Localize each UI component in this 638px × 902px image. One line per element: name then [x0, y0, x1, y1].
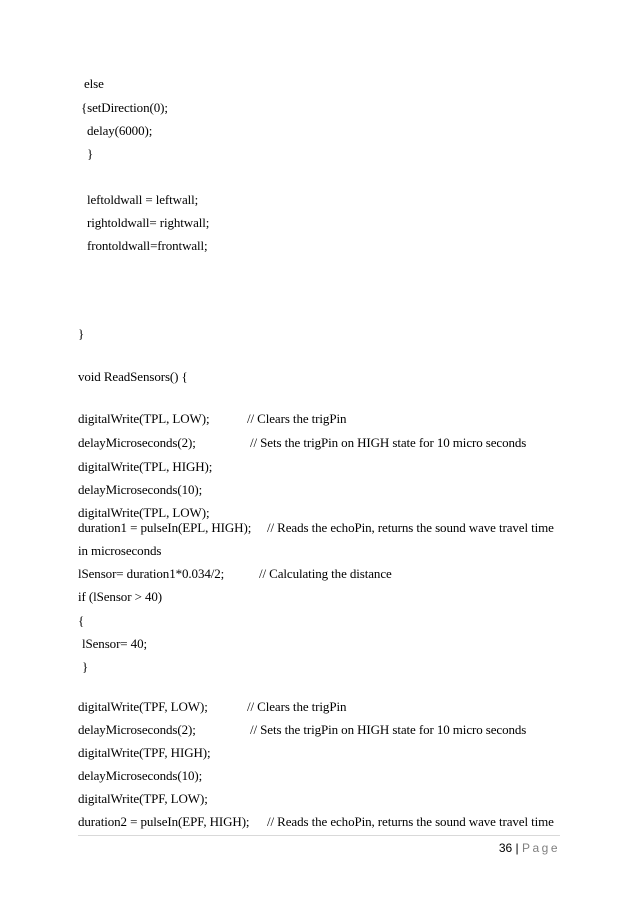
code-line: delay(6000); [87, 123, 153, 138]
code-line: } [87, 146, 94, 161]
code-line: frontoldwall=frontwall; [87, 238, 208, 253]
code-line: digitalWrite(TPF, HIGH); [78, 745, 211, 760]
code-line: in microseconds [78, 543, 162, 558]
code-comment: // Reads the echoPin, returns the sound wave travel time [267, 814, 554, 829]
page-number: 36 [498, 841, 513, 855]
code-line: delayMicroseconds(2); [78, 435, 196, 450]
footer-divider [78, 835, 560, 836]
code-comment: // Calculating the distance [259, 566, 392, 581]
code-line: } [78, 326, 85, 341]
code-line: lSensor= duration1*0.034/2; [78, 566, 225, 581]
code-line: delayMicroseconds(10); [78, 768, 203, 783]
code-line: delayMicroseconds(10); [78, 482, 203, 497]
code-line: rightoldwall= rightwall; [87, 215, 210, 230]
code-line: delayMicroseconds(2); [78, 722, 196, 737]
code-line: leftoldwall = leftwall; [87, 192, 199, 207]
code-comment: // Reads the echoPin, returns the sound wave travel time [267, 520, 554, 535]
code-line: digitalWrite(TPL, HIGH); [78, 459, 213, 474]
code-line: digitalWrite(TPF, LOW); [78, 791, 208, 806]
code-line: digitalWrite(TPF, LOW); [78, 699, 208, 714]
code-comment: // Clears the trigPin [247, 699, 347, 714]
footer-separator: | [512, 841, 522, 855]
code-comment: // Sets the trigPin on HIGH state for 10 micro seconds [250, 722, 527, 737]
code-line: { [78, 613, 85, 628]
code-comment: // Sets the trigPin on HIGH state for 10 micro seconds [250, 435, 527, 450]
page-label: Page [521, 841, 560, 855]
page-footer [499, 841, 560, 855]
code-line: duration1 = pulseIn(EPL, HIGH); [78, 520, 252, 535]
code-comment: // Clears the trigPin [247, 411, 347, 426]
code-line: digitalWrite(TPL, LOW); [78, 505, 210, 520]
code-line: else [84, 76, 104, 91]
code-line: void ReadSensors() { [78, 369, 188, 384]
code-line: duration2 = pulseIn(EPF, HIGH); [78, 814, 250, 829]
code-line: lSensor= 40; [82, 636, 147, 651]
code-line: {setDirection(0); [81, 100, 168, 115]
code-line: if (lSensor > 40) [78, 589, 162, 604]
code-line: digitalWrite(TPL, LOW); [78, 411, 210, 426]
code-line: } [82, 659, 89, 674]
